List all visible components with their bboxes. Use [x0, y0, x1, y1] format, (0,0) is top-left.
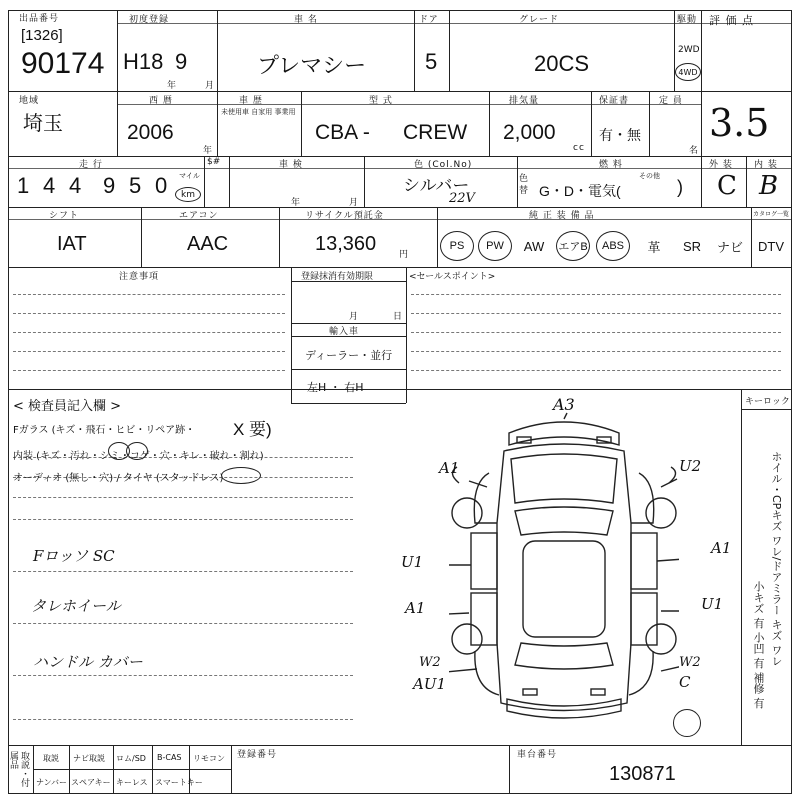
- shift-value: IAT: [57, 233, 87, 255]
- equipment-abs: [595, 229, 631, 263]
- studless-circle: [221, 467, 261, 484]
- equipment-airbag: [555, 229, 591, 263]
- mileage-digit-3: 4: [69, 173, 82, 198]
- equipment-leather-label: 革: [647, 239, 661, 255]
- caution-label: 注意事項: [119, 272, 160, 282]
- mark-u1-left: U1: [401, 553, 424, 571]
- mileage-digit-2: 4: [43, 173, 56, 198]
- wheel-rear-right: [646, 624, 676, 654]
- grade-label: グレード: [519, 15, 560, 25]
- fender-front-right: [631, 473, 654, 523]
- equipment-label: 純 正 装 備 品: [529, 211, 595, 221]
- drive-4wd: 4WD: [678, 67, 698, 77]
- drive-4wd-circled: [675, 63, 701, 81]
- equipment-dtv-label: DTV: [758, 238, 784, 254]
- fuel-label: 燃 料: [599, 160, 623, 170]
- fuel-options: G・D・電気(: [539, 183, 621, 199]
- side-note-damage: ホイル・CPキズ ワレ/ドアミラー キズ ワレ: [770, 451, 783, 667]
- equipment-dtv: [751, 229, 791, 263]
- handle-value: 左H ・ 右H: [307, 381, 364, 394]
- door-front-left: [471, 533, 497, 589]
- service-label: $#: [207, 157, 221, 167]
- mark-a1-front-left: A1: [439, 459, 460, 477]
- color-code: 22V: [449, 191, 475, 206]
- accessory-smart-key: スマートキー: [155, 778, 203, 787]
- taillight-right: [591, 689, 605, 695]
- equipment-leather: [637, 229, 671, 263]
- inspector-line-interior: 内装 (キズ・汚れ・シミ・コゲ・穴・キレ・破れ・割れ): [13, 451, 264, 462]
- equipment-aw: [517, 229, 551, 263]
- displacement-label: 排気量: [509, 96, 540, 106]
- accessories-label: 取説・付属品: [8, 751, 29, 787]
- import-value: ディーラー・並行: [305, 349, 393, 362]
- mile-unit: マイル: [179, 172, 200, 180]
- region-label: 地域: [19, 96, 40, 106]
- equipment-ps: [439, 229, 475, 263]
- model-label: 型 式: [369, 96, 393, 106]
- car-damage-diagram: [449, 403, 679, 733]
- interior-grade: B: [759, 171, 779, 201]
- roof: [523, 541, 605, 637]
- yen-unit: 円: [399, 250, 410, 260]
- memo-line-2: タレホイール: [31, 597, 121, 615]
- inspection-year-unit: 年: [291, 198, 302, 208]
- accessory-bcas: B-CAS: [157, 753, 182, 762]
- month-unit: 月: [205, 81, 216, 91]
- exterior-label: 外 装: [709, 160, 733, 170]
- score-value: 3.5: [709, 101, 770, 145]
- accessory-spare-key: スペアキー: [71, 778, 111, 787]
- accessory-navi-manual: ナビ取説: [73, 754, 105, 763]
- mileage-label: 走 行: [79, 160, 103, 170]
- import-label: 輸入車: [329, 327, 360, 337]
- fender-rear-left: [475, 651, 499, 695]
- grade-value: 20CS: [534, 51, 590, 76]
- cc-unit: cc: [573, 143, 585, 153]
- wheel-rear-left: [452, 624, 482, 654]
- drive-label: 駆動: [677, 15, 698, 25]
- sales-point-label: <セールスポイント>: [409, 272, 496, 282]
- car-body: [497, 444, 631, 711]
- capacity-label: 定 員: [659, 96, 683, 106]
- accessory-manual: 取説: [43, 754, 59, 763]
- door-label: ドア: [419, 15, 439, 25]
- drive-2wd: 2WD: [678, 45, 700, 55]
- taillight-left: [523, 689, 537, 695]
- equipment-ps-label: PS: [449, 240, 465, 252]
- rear-glass: [515, 643, 613, 669]
- mark-a1-rear-left: A1: [405, 599, 426, 617]
- mileage-digit-6: 0: [155, 173, 168, 198]
- recycle-amount: 13,360: [315, 233, 377, 255]
- mark-a3: A3: [553, 395, 575, 414]
- spare-tire: [673, 709, 701, 737]
- fender-front-left: [474, 473, 497, 523]
- accessory-plate: ナンバー: [36, 778, 68, 787]
- warranty-label: 保証書: [599, 96, 630, 106]
- score-label: 評 価 点: [709, 14, 754, 27]
- mark-a1-right: A1: [711, 539, 732, 557]
- capacity-unit: 名: [689, 146, 700, 156]
- aircon-value: AAC: [187, 233, 229, 255]
- key-lock-label: キーロック: [745, 397, 790, 407]
- wheel-front-right: [646, 498, 676, 528]
- mileage-digit-1: 1: [17, 173, 30, 198]
- western-year-label: 西 暦: [149, 96, 173, 106]
- color-change-label: 色替: [519, 174, 529, 196]
- lot-code: [1326]: [21, 27, 63, 44]
- front-bumper: [509, 422, 619, 445]
- first-registration-label: 初度登録: [129, 15, 170, 25]
- interior-dirt-circle: [126, 442, 148, 460]
- deregister-label: 登録抹消有効期限: [301, 272, 374, 282]
- mark-w2-rear-left: W2: [419, 655, 441, 670]
- mark-c-rear-right: C: [679, 673, 691, 691]
- wheel-front-left: [452, 498, 482, 528]
- year-unit-2: 年: [203, 146, 214, 156]
- windshield: [515, 507, 613, 535]
- hood: [511, 454, 617, 503]
- door-rear-right: [631, 593, 657, 645]
- model-prefix: CBA -: [315, 121, 370, 144]
- equipment-navi-label: ナビ: [716, 239, 743, 255]
- chassis-number: 130871: [609, 763, 676, 785]
- recycle-label: リサイクル預託金: [305, 211, 384, 221]
- catalog-label: カタログ一覧: [753, 211, 790, 218]
- accessory-rom-sd: ロム/SD: [116, 754, 146, 763]
- model-code: CREW: [403, 121, 468, 144]
- mark-u2-front-right: U2: [679, 457, 702, 475]
- color-name: シルバー: [403, 176, 470, 195]
- auction-sheet: [8, 10, 792, 794]
- car-history-label: 車 歴: [239, 96, 263, 106]
- interior-label: 内 装: [754, 160, 778, 170]
- mark-w2-rear-right: W2: [679, 655, 701, 670]
- glass-mark: X 要): [233, 420, 272, 439]
- rear-bumper: [507, 699, 621, 718]
- aircon-label: エアコン: [179, 211, 219, 221]
- memo-line-3: ハンドル カバー: [33, 653, 143, 671]
- equipment-pw: [477, 229, 513, 263]
- registration-month: 9: [175, 49, 188, 74]
- fender-rear-right: [629, 651, 653, 695]
- displacement-value: 2,000: [503, 121, 556, 144]
- lot-number: 90174: [21, 47, 105, 80]
- inspection-month-unit: 月: [349, 198, 360, 208]
- history-note: 未使用車 自家用 事業用: [221, 108, 296, 116]
- region-value: 埼玉: [23, 113, 63, 135]
- car-name: プレマシー: [257, 53, 367, 78]
- door-count: 5: [425, 49, 438, 74]
- door-rear-left: [471, 593, 497, 645]
- equipment-pw-label: PW: [486, 240, 504, 252]
- fuel-other-label: その他: [639, 172, 660, 180]
- item-number-label: 出品番号: [19, 14, 60, 24]
- shift-label: シフト: [49, 211, 80, 221]
- western-year-value: 2006: [127, 121, 174, 144]
- side-note-repair: 小キズ 有 小凹 有 補修 有: [752, 581, 765, 709]
- door-front-right: [631, 533, 657, 589]
- color-label: 色 (Col.No): [414, 160, 473, 170]
- inspector-line-audio: オーディオ (無し・穴) / タイヤ (スタッドレス): [13, 473, 224, 484]
- dereg-day-unit: 日: [393, 312, 404, 322]
- equipment-sr-label: SR: [682, 238, 702, 254]
- chassis-label: 車台番号: [517, 750, 558, 760]
- equipment-navi: [711, 229, 749, 263]
- year-unit: 年: [167, 81, 178, 91]
- accessory-keyless: キーレス: [116, 778, 148, 787]
- equipment-abs-label: ABS: [601, 240, 624, 252]
- exterior-grade: C: [717, 171, 737, 201]
- equipment-sr: [675, 229, 709, 263]
- equipment-airbag-label: エアB: [558, 241, 588, 253]
- fuel-close: ): [677, 177, 683, 197]
- inspector-line-glass: Fガラス (キズ・飛石・ヒビ・リペア跡・: [13, 425, 196, 436]
- dereg-month-unit: 月: [349, 312, 360, 322]
- reg-number-label: 登録番号: [237, 750, 278, 760]
- equipment-aw-label: AW: [523, 238, 545, 254]
- mileage-digit-5: 5: [129, 173, 142, 198]
- km-unit-circled: [175, 187, 201, 202]
- car-name-label: 車 名: [294, 15, 318, 25]
- km-unit: km: [181, 189, 195, 200]
- warranty-value: 有・無: [599, 127, 641, 143]
- registration-era: H18: [123, 49, 164, 74]
- mark-au1-rear-left: AU1: [413, 675, 447, 693]
- mark-u1-rear-right: U1: [701, 595, 724, 613]
- inspection-label: 車 検: [279, 160, 303, 170]
- accessory-remote: リモコン: [193, 754, 225, 763]
- memo-line-1: Fロッソ SC: [33, 547, 115, 565]
- inspector-title: < 検査員記入欄 >: [13, 399, 122, 414]
- mileage-digit-4: 9: [103, 173, 116, 198]
